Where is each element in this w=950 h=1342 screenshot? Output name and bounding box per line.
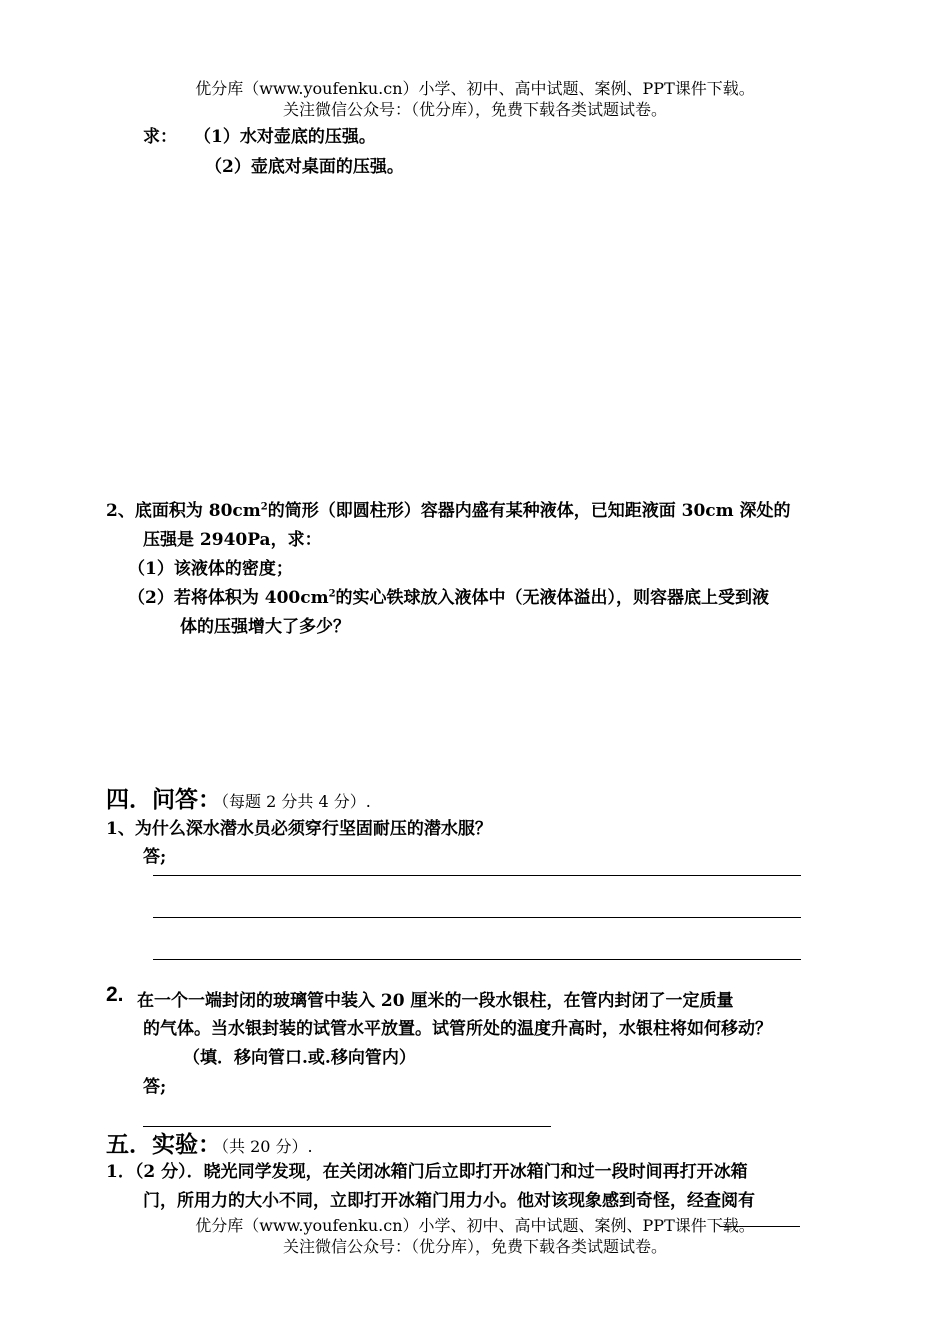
footer-underline [720,1226,800,1227]
section-4-heading: 四．问答：（每题 2 分共 4 分）. [106,786,371,813]
q2-part-2-cont: 体的压强增大了多少？ [180,617,350,637]
footer-line-1: 优分库（www.youfenku.cn）小学、初中、高中试题、案例、PPT课件下载。 [195,1216,755,1235]
header-line-1: 优分库（www.youfenku.cn）小学、初中、高中试题、案例、PPT课件下载。 [195,79,755,98]
s4-q2-number: 2. [106,983,124,1006]
q1-part-2: （2）壶底对桌面的压强。 [205,157,404,177]
s4-q2-line-1: 在一个一端封闭的玻璃管中装入 20 厘米的一段水银柱，在管内封闭了一定质量 [137,991,734,1011]
answer-line-2 [153,917,801,918]
section-5-heading: 五．实验：（共 20 分）. [106,1131,313,1158]
s4-q1-answer-label: 答; [143,847,167,867]
q1-ask-label: 求： [143,127,177,147]
q2-part-2: （2）若将体积为 $400cm^2$的实心铁球放入液体中（无液体溢出），则容器底上受到液 [128,588,770,608]
q2-part-1: （1）该液体的密度； [128,559,293,579]
footer-line-2: 关注微信公众号：（优分库），免费下载各类试题试卷。 [282,1237,667,1256]
q1-part-1: （1）水对壶底的压强。 [194,127,376,147]
s4-q2-answer-label: 答; [143,1077,167,1097]
s4-q2-line-2: 的气体。当水银封装的试管水平放置。试管所处的温度升高时，水银柱将如何移动？ [143,1019,772,1039]
q2-line-2: 压强是 2940Pa，求： [143,530,322,550]
s4-q2-hint: （填．移向管口.或.移向管内） [183,1048,416,1068]
answer-line-1 [153,875,801,876]
s5-q1-line-1: 1．（2 分）．晓光同学发现，在关闭冰箱门后立即打开冰箱门和过一段时间再打开冰箱 [106,1162,748,1182]
s4-q1-question: 1、为什么深水潜水员必须穿行坚固耐压的潜水服？ [106,819,492,839]
answer-line-3 [153,959,801,960]
q2-line-1: 2、底面积为 $80cm^2$的筒形（即圆柱形）容器内盛有某种液体，已知距液面 30cm 深处的 [106,501,791,521]
header-line-2: 关注微信公众号：（优分库），免费下载各类试题试卷。 [282,100,667,119]
s5-q1-line-2: 门，所用力的大小不同，立即打开冰箱门用力小。他对该现象感到奇怪，经查阅有 [143,1191,755,1211]
